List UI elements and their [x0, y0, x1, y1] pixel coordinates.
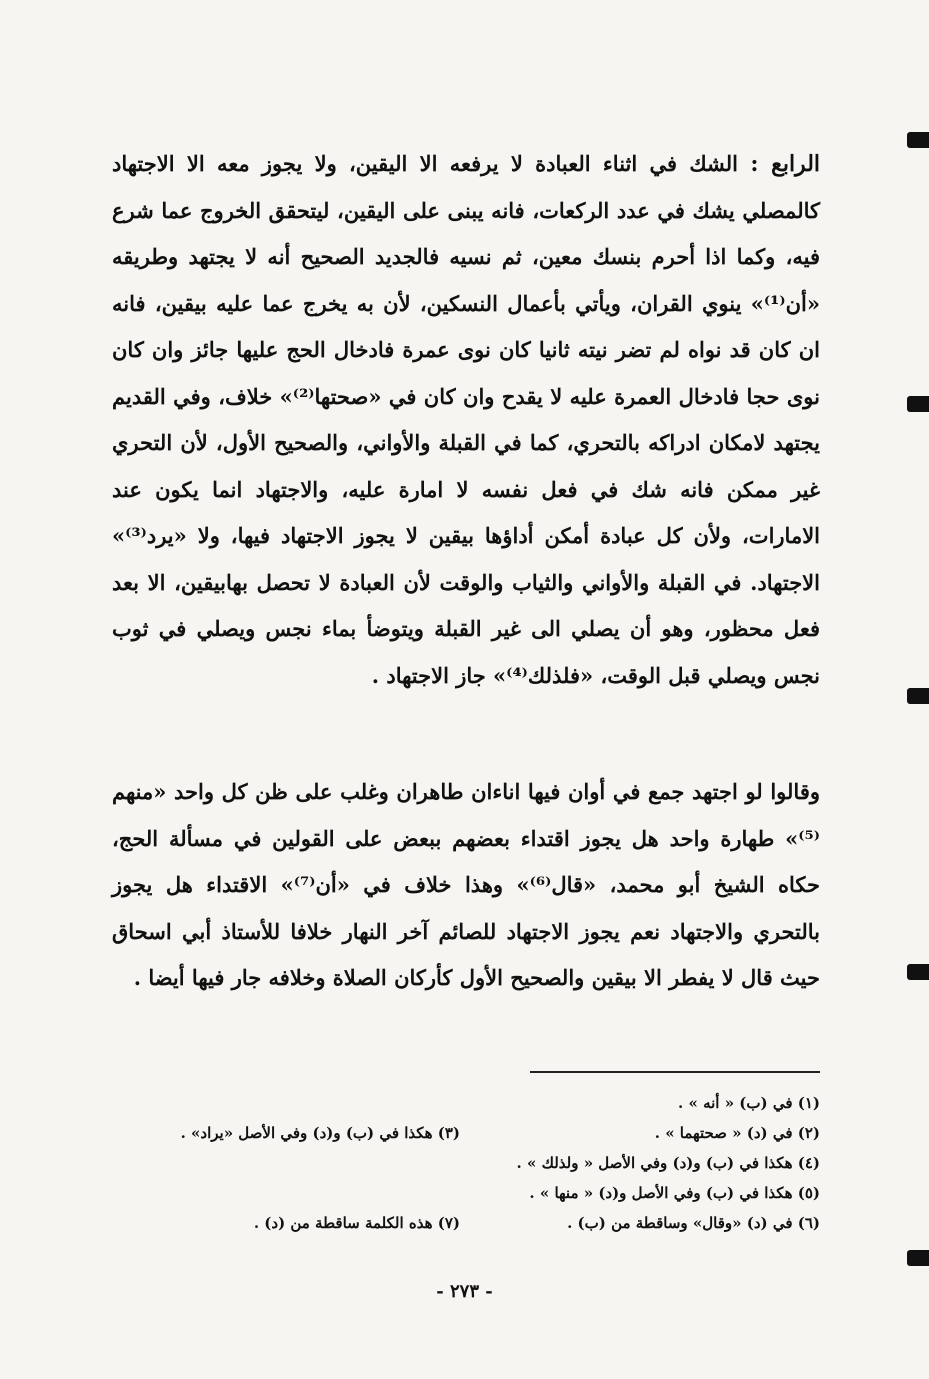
- edge-mark: [907, 1250, 929, 1266]
- footnote-4: (٤) هكذا في (ب) و(د) وفي الأصل « ولذلك » .: [516, 1154, 820, 1172]
- footnote-2: (٢) في (د) « صحتهما » .: [654, 1124, 820, 1142]
- edge-mark: [907, 132, 929, 148]
- footnote-7: (٧) هذه الكلمة ساقطة من (د) .: [253, 1214, 460, 1232]
- footnote-5: (٥) هكذا في (ب) وفي الأصل و(د) « منها » .: [529, 1184, 820, 1202]
- paragraph-1: [112, 141, 820, 699]
- footnote-row: [112, 1214, 820, 1240]
- edge-mark: [907, 396, 929, 412]
- paragraph-1-body: الشك في اثناء العبادة لا يرفعه الا اليقين، ولا يجوز معه الا الاجتهاد كالمصلي يشك في عدد الركعات، فانه يبنى على اليقين، ليتحقق الخروج عما شرع فيه، وكما اذا أحرم بنسك معين، ثم نسيه فالجديد الصحيح أنه لا يجتهد وطريقه «أن⁽¹⁾» ينوي القران، ويأتي بأعمال النسكين، لأن به يخرج عما عليه بيقين، فانه ان كان قد نواه لم تضر نيته ثانيا كان نوى عمرة فادخال الحج عليها جائز وان كان نوى حجا فادخال العمرة عليه لا يقدح وان كان في «صحتها⁽²⁾» خلاف، وفي القديم يجتهد لامكان ادراكه بالتحري، كما في القبلة والأواني، والصحيح الأول، لأن التحري غير ممكن فانه شك في فعل نفسه لا امارة عليه، والاجتهاد انما يكون عند الامارات، ولأن كل عبادة أمكن أداؤها بيقين لا يجوز الاجتهاد فيها، ولا «يرد⁽³⁾» الاجتهاد. في القبلة والأواني والثياب والوقت لأن العبادة لا تحصل بهابيقين، الا بعد فعل محظور، وهو أن يصلي الى غير القبلة ويتوضأ بماء نجس ويصلي في ثوب نجس ويصلي قبل الوقت، «فلذلك⁽⁴⁾» جاز الاجتهاد .: [112, 151, 820, 688]
- footnote-row: [112, 1094, 820, 1120]
- footnote-separator: [530, 1071, 820, 1073]
- section-heading: الرابع :: [750, 151, 821, 177]
- edge-mark: [907, 964, 929, 980]
- page-number: - ٢٧٣ -: [436, 1281, 493, 1302]
- edge-mark: [907, 688, 929, 704]
- paragraph-2: [112, 769, 820, 1002]
- footnote-1: (١) في (ب) « أنه » .: [678, 1094, 820, 1112]
- footnote-row: [112, 1154, 820, 1180]
- footnote-row: [112, 1184, 820, 1210]
- paragraph-2-body: وقالوا لو اجتهد جمع في أوان فيها اناءان طاهران وغلب على ظن كل واحد «منهم ⁽⁵⁾» طهارة واحد هل يجوز اقتداء بعضهم ببعض على القولين في مسألة الحج، حكاه الشيخ أبو محمد، «قال⁽⁶⁾» وهذا خلاف في «أن⁽⁷⁾» الاقتداء هل يجوز بالتحري والاجتهاد نعم يجوز الاجتهاد للصائم آخر النهار خلافا للأستاذ أبي اسحاق حيث قال لا يفطر الا بيقين والصحيح الأول كأركان الصلاة وخلافه جار فيها أيضا .: [112, 779, 820, 990]
- footnote-3: (٣) هكذا في (ب) و(د) وفي الأصل «يراد» .: [180, 1124, 460, 1142]
- footnote-6: (٦) في (د) «وقال» وساقطة من (ب) .: [567, 1214, 820, 1232]
- footnote-row: [112, 1124, 820, 1150]
